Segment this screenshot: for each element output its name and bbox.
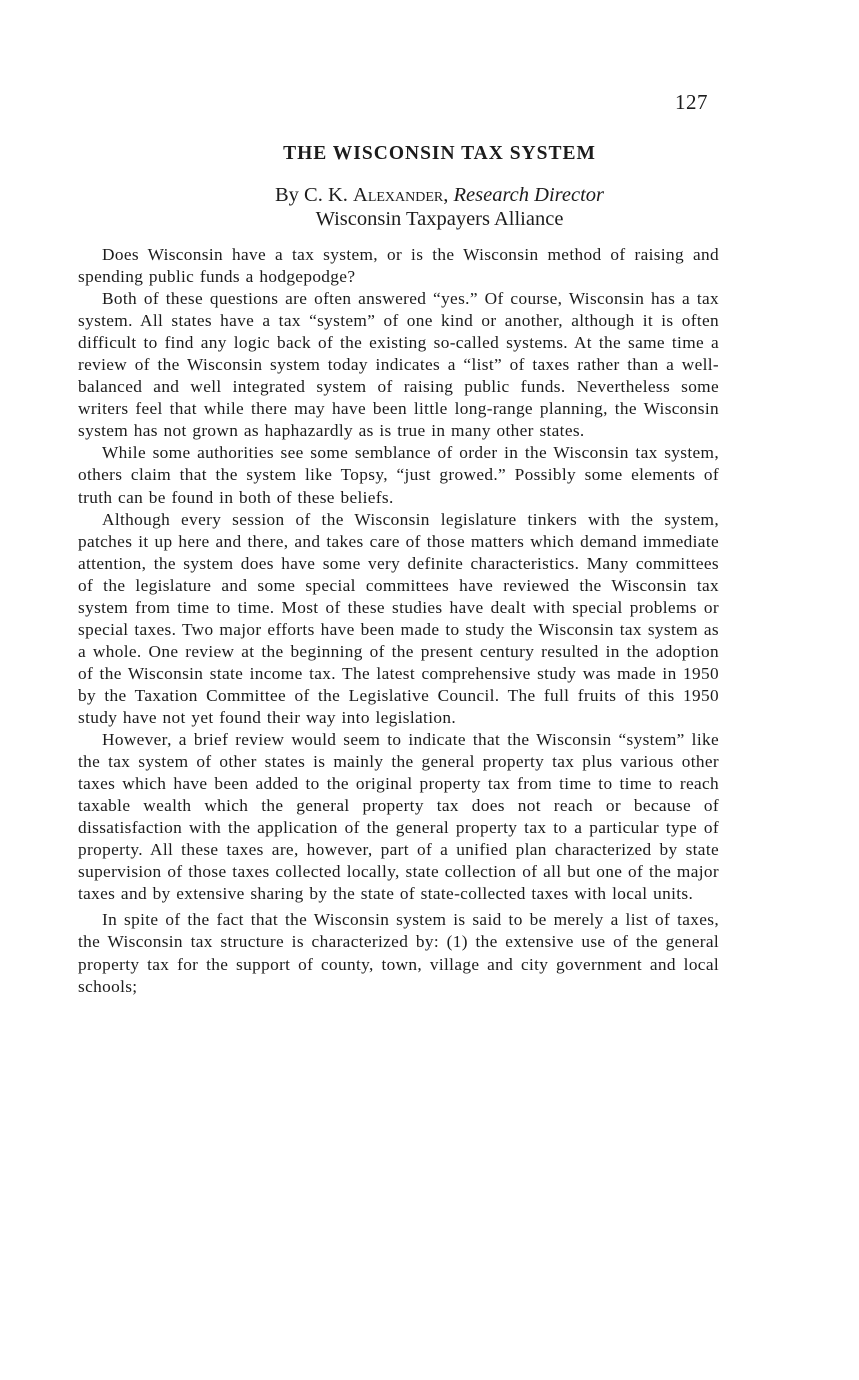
author-name: Alexander, bbox=[353, 184, 449, 206]
paragraph-3: While some authorities see some semblance of order in the Wisconsin tax system, others claim that the system like Topsy, “just growed.” Possibly some elements of truth can be found in both of these beliefs. bbox=[78, 443, 719, 507]
author-role: Research Director bbox=[448, 184, 604, 206]
article-title: THE WISCONSIN TAX SYSTEM bbox=[283, 143, 596, 164]
byline-prefix: By C. K. bbox=[274, 184, 354, 206]
author-line bbox=[20, 183, 859, 207]
page-number: 127 bbox=[675, 90, 708, 114]
author-organization: Wisconsin Taxpayers Alliance bbox=[315, 208, 564, 230]
paragraph-4: Although every session of the Wisconsin legislature tinkers with the system, patches it up here and there, and takes care of those matters which demand immediate attention, the system does have some very definite characteristics. Many committees of the legislature and some special committees have reviewed the Wisconsin tax system from time to time. Most of these studies have dealt with special problems or special taxes. Two major efforts have been made to study the Wisconsin tax system as a whole. One review at the beginning of the present century resulted in the adoption of the Wisconsin state income tax. The latest comprehensive study was made in 1950 by the Taxation Committee of the Legislative Council. The full fruits of this 1950 study have not yet found their way into legislation. bbox=[78, 509, 719, 727]
byline bbox=[0, 183, 859, 231]
paragraph-1: Does Wisconsin have a tax system, or is the Wisconsin method of raising and spending public funds a hodgepodge? bbox=[78, 245, 719, 287]
paragraph-2: Both of these questions are often answered “yes.” Of course, Wisconsin has a tax system. All states have a tax “system” of one kind or another, although it is often difficult to find any logic back of the existing so-called systems. At the same time a review of the Wisconsin system today indicates a “list” of taxes rather than a well-balanced and well integrated system of raising public funds. Nevertheless some writers feel that while there may have been little long-range planning, the Wisconsin system has not grown as haphazardly as is true in many other states. bbox=[78, 289, 719, 441]
article-body bbox=[78, 244, 719, 998]
paragraph-5: However, a brief review would seem to indicate that the Wisconsin “system” like the tax system of other states is mainly the general property tax plus various other taxes which have been added to the original property tax from time to time to reach taxable wealth which the general property tax does not reach or because of dissatisfaction with the application of the general property tax to a particular type of property. All these taxes are, however, part of a unified plan characterized by state supervision of those taxes collected locally, state collection of all but one of the major taxes and by extensive sharing by the state of state-collected taxes with local units. bbox=[78, 730, 719, 904]
paragraph-6: In spite of the fact that the Wisconsin system is said to be merely a list of taxes, the Wisconsin tax structure is characterized by: (1) the extensive use of the general property tax for the support of county, town, village and city government and local schools; bbox=[78, 910, 719, 996]
